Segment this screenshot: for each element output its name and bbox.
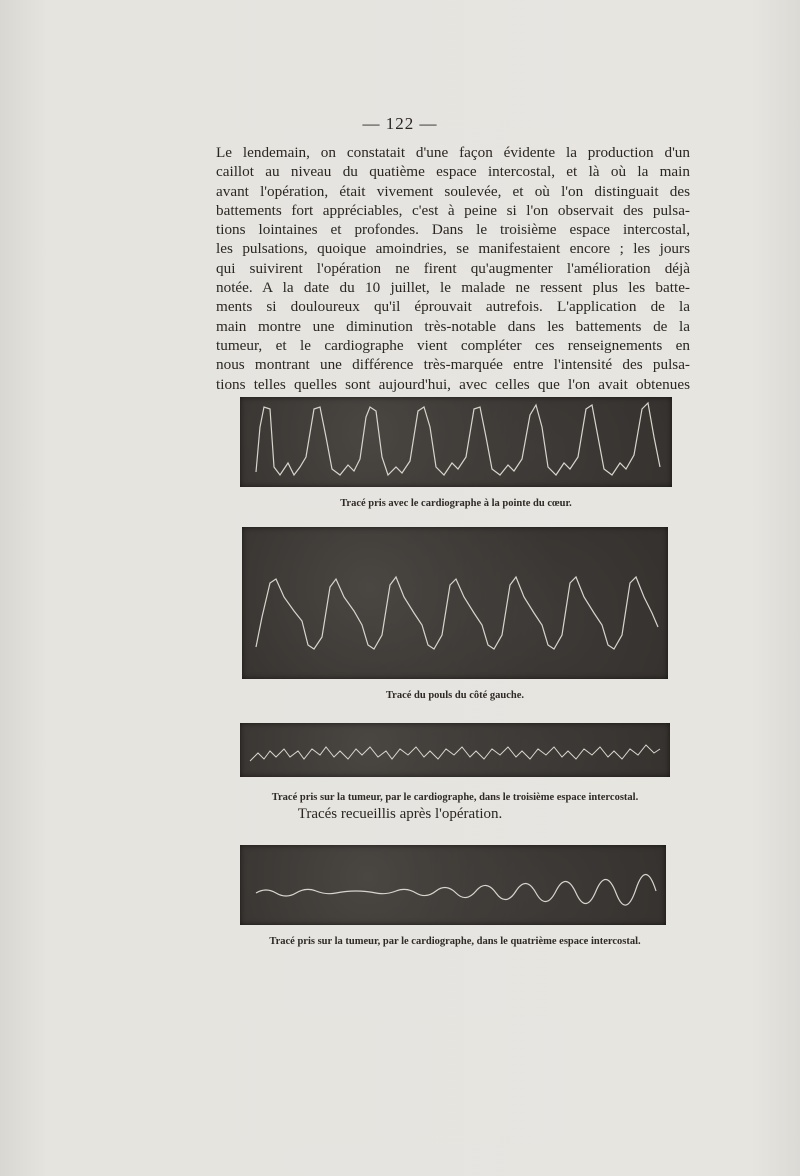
pulse-trace: [242, 527, 668, 679]
text-line: ments si douloureux qu'il éprouvait autrefois. L'application de la: [216, 298, 690, 316]
trace-plate-tumour-fourth: [240, 845, 666, 925]
figure-caption: Tracé pris sur la tumeur, par le cardiographe, dans le troisième espace intercostal.: [271, 792, 639, 803]
text-line: tumeur, et le cardiographe vient compléter ces renseignements en: [216, 336, 690, 354]
text-line: caillot au niveau du quatième espace intercostal, et là où la main: [216, 163, 690, 181]
trace-plate-tumour-third: [240, 723, 670, 777]
trace-plate-pulse: [242, 527, 668, 679]
tumour-fourth-trace: [240, 845, 666, 925]
tumour-third-trace: [240, 723, 670, 777]
text-line: battements fort appréciables, c'est à peine si l'on observait des pulsa-: [216, 201, 690, 219]
text-line: qui suivirent l'opération ne firent qu'augmenter l'amélioration déjà: [216, 259, 690, 277]
trace-plate-apex: [240, 397, 672, 487]
page-number: — 122 —: [362, 114, 438, 133]
apex-trace: [240, 397, 672, 487]
text-line: avant l'opération, était vivement soulevée, et où l'on distinguait des: [216, 182, 690, 200]
figure-caption: Tracé du pouls du côté gauche.: [385, 690, 525, 701]
text-line: les pulsations, quoique amoindries, se manifestaient encore ; les jours: [216, 240, 690, 258]
text-line: Le lendemain, on constatait d'une façon évidente la production d'un: [216, 144, 690, 161]
text-line: main montre une diminution très-notable dans les battements de la: [216, 317, 690, 335]
text-line: notée. A la date du 10 juillet, le malade ne ressent plus les batte-: [216, 279, 690, 297]
figure-caption: Tracé pris sur la tumeur, par le cardiographe, dans le quatrième espace intercostal.: [269, 936, 641, 947]
figure-caption: Tracé pris avec le cardiographe à la pointe du cœur.: [340, 498, 572, 509]
text-line: tions telles quelles sont aujourd'hui, avec celles que l'on avait obtenues: [216, 375, 690, 393]
section-heading: Tracés recueillis après l'opération.: [297, 806, 503, 822]
body-paragraph: [216, 143, 690, 394]
text-line: nous montrant une différence très-marquée entre l'intensité des pulsa-: [216, 356, 690, 374]
text-line: tions lointaines et profondes. Dans le troisième espace intercostal,: [216, 221, 690, 239]
